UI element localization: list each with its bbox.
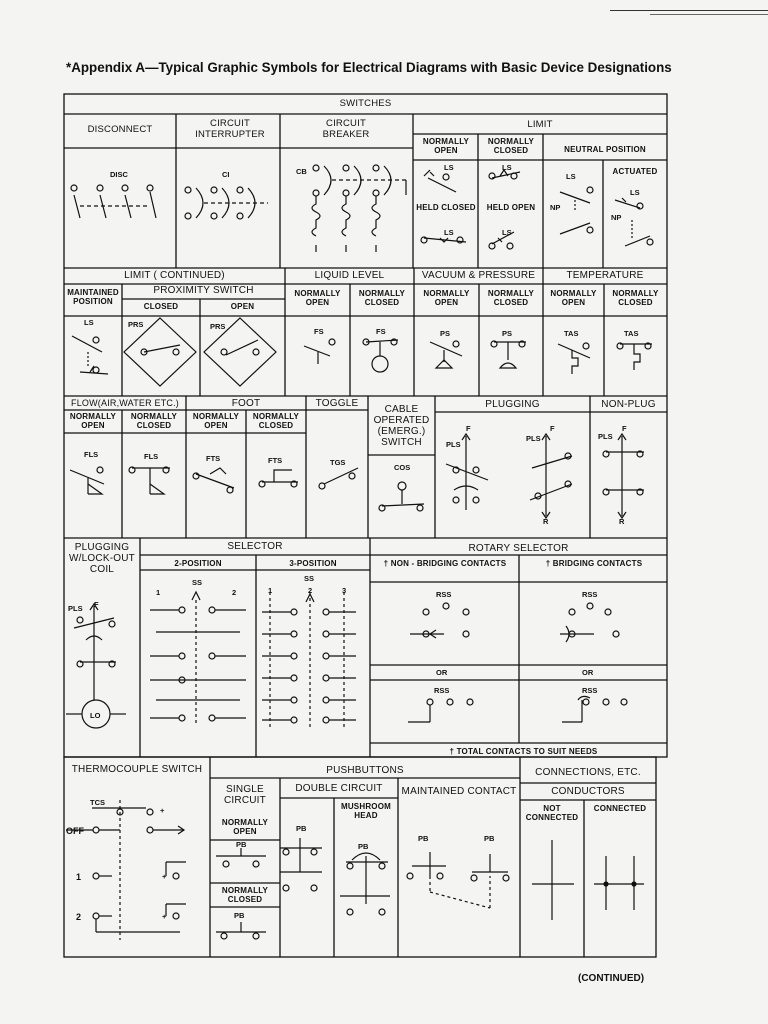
rotary-non-bridging-or-symbol (408, 699, 473, 722)
rotary-bridging-or-symbol (562, 696, 627, 722)
rss-tag: RSS (582, 686, 598, 695)
page-title: *Appendix A—Typical Graphic Symbols for Electrical Diagrams with Basic Device Designations (66, 60, 672, 75)
ls-tag: LS (444, 228, 454, 237)
plugging-lockout-symbol (66, 604, 126, 728)
ss-tag: SS (304, 574, 315, 583)
foot-nc-header: NORMALLY CLOSED (252, 412, 300, 430)
fts-tag: FTS (268, 456, 283, 465)
limit-held-closed-symbol (421, 237, 466, 243)
pressure-nc-header: NORMALLY CLOSED (487, 289, 535, 307)
flow-no-symbol (70, 467, 104, 494)
proximity-open-header: OPEN (230, 302, 255, 311)
non-plug-symbol (603, 434, 644, 518)
pushbuttons-header: PUSHBUTTONS (326, 765, 404, 776)
cable-operated-symbol (379, 482, 424, 511)
temp-nc-header: NORMALLY CLOSED (612, 289, 659, 307)
fls-tag: FLS (84, 450, 99, 459)
position-2-tag: 2 (308, 586, 313, 595)
toggle-header: TOGGLE (315, 398, 359, 409)
limit-nc-header: NORMALLY CLOSED (487, 137, 535, 155)
f-tag: F (466, 424, 471, 433)
limit-header: LIMIT (527, 119, 553, 130)
plus-tag: + (162, 912, 167, 921)
circuit-interrupter-symbol (185, 187, 268, 219)
disconnect-header: DISCONNECT (87, 124, 153, 135)
ls-tag: LS (84, 318, 94, 327)
total-contacts-note: † TOTAL CONTACTS TO SUIT NEEDS (449, 747, 598, 756)
rotary-bridging-symbol (560, 603, 619, 642)
selector-2-position-symbol (150, 592, 246, 725)
thermocouple-switch-symbol (66, 800, 186, 940)
connected-header: CONNECTED (593, 804, 647, 813)
pls-tag: PLS (598, 432, 613, 441)
ls-tag: LS (502, 228, 512, 237)
non-plug-header: NON-PLUG (601, 399, 656, 410)
pb-tag: PB (484, 834, 495, 843)
switches-header: SWITCHES (339, 98, 392, 109)
maintained-position-symbol (72, 336, 108, 374)
np-tag: NP (611, 213, 622, 222)
cb-tag: CB (296, 167, 307, 176)
limit-neutral-symbol (560, 187, 593, 234)
not-connected-header: NOT CONNECTED (525, 804, 579, 822)
pb-maintained-symbol (407, 852, 509, 908)
cos-tag: COS (394, 463, 411, 472)
np-tag: NP (550, 203, 561, 212)
flow-no-header: NORMALLY OPEN (69, 412, 117, 430)
plus-tag: + (162, 872, 167, 881)
pls-tag: PLS (446, 440, 461, 449)
ls-tag: LS (444, 163, 454, 172)
pb-tag: PB (234, 911, 245, 920)
plugging-lockout-header: PLUGGING W/LOCK-OUT COIL (69, 542, 135, 575)
vacuum-pressure-header: VACUUM & PRESSURE (421, 270, 536, 281)
ss-tag: SS (192, 578, 203, 587)
lo-tag: LO (90, 711, 101, 720)
rotary-non-bridging-symbol (410, 603, 469, 638)
pb-no-header: NORMALLY OPEN (221, 818, 269, 836)
fls-tag: FLS (144, 452, 159, 461)
foot-no-symbol (193, 468, 234, 493)
fs-tag: FS (376, 327, 386, 336)
pb-single-no-symbol (216, 848, 266, 867)
cable-operated-header: CABLE OPERATED (EMERG.) SWITCH (373, 404, 430, 448)
position-1-tag: 1 (156, 588, 161, 597)
bridging-header: † BRIDGING CONTACTS (545, 559, 643, 568)
pls-tag: PLS (68, 604, 83, 613)
prs-tag: PRS (128, 320, 144, 329)
position-2-tag: 2 (232, 588, 237, 597)
conductor-connected-symbol (594, 856, 644, 910)
conductors-header: CONDUCTORS (551, 786, 625, 797)
thermocouple-header: THERMOCOUPLE SWITCH (71, 764, 203, 775)
position-1-tag: 1 (268, 586, 273, 595)
rss-tag: RSS (434, 686, 450, 695)
liquid-nc-header: NORMALLY CLOSED (358, 289, 406, 307)
maintained-position-header: MAINTAINED POSITION (67, 288, 119, 306)
tas-tag: TAS (624, 329, 639, 338)
r-tag: R (543, 517, 549, 526)
pb-nc-header: NORMALLY CLOSED (221, 886, 269, 904)
fts-tag: FTS (206, 454, 221, 463)
tas-tag: TAS (564, 329, 579, 338)
flow-nc-header: NORMALLY CLOSED (130, 412, 178, 430)
f-tag: F (94, 600, 99, 609)
temperature-no-symbol (558, 343, 590, 374)
limit-no-header: NORMALLY OPEN (422, 137, 470, 155)
pressure-no-header: NORMALLY OPEN (423, 289, 470, 307)
ci-tag: CI (222, 170, 230, 179)
liquid-level-nc-symbol (363, 339, 398, 372)
plugging-header: PLUGGING (485, 399, 540, 410)
circuit-breaker-symbol (312, 165, 406, 252)
or-label: OR (582, 668, 594, 677)
circuit-interrupter-header: CIRCUIT INTERRUPTER (195, 118, 265, 140)
rss-tag: RSS (582, 590, 598, 599)
liquid-level-no-symbol (304, 339, 335, 364)
double-circuit-header: DOUBLE CIRCUIT (295, 783, 383, 794)
single-circuit-header: SINGLE CIRCUIT (224, 784, 266, 806)
prs-tag: PRS (210, 322, 226, 331)
pb-single-nc-symbol (216, 922, 266, 939)
continued-label: (CONTINUED) (578, 973, 645, 984)
temp-no-header: NORMALLY OPEN (550, 289, 597, 307)
ps-tag: PS (440, 329, 451, 338)
conductor-not-connected-symbol (532, 840, 574, 920)
ls-tag: LS (630, 188, 640, 197)
pb-double-symbol (280, 838, 322, 891)
toggle-symbol (319, 468, 358, 489)
foot-no-header: NORMALLY OPEN (192, 412, 240, 430)
disc-tag: DISC (110, 170, 128, 179)
selector-header: SELECTOR (227, 541, 283, 552)
disconnect-symbol (71, 185, 156, 218)
limit-continued-header: LIMIT ( CONTINUED) (124, 270, 225, 281)
f-tag: F (622, 424, 627, 433)
off-tag: OFF (66, 826, 84, 836)
pb-mushroom-symbol (340, 853, 390, 915)
pressure-no-symbol (430, 341, 462, 368)
limit-actuated-symbol (615, 198, 653, 246)
pb-tag: PB (236, 840, 247, 849)
position-1-tag: 1 (76, 872, 82, 882)
maintained-contact-header: MAINTAINED CONTACT (401, 786, 517, 797)
tgs-tag: TGS (330, 458, 346, 467)
proximity-switch-header: PROXIMITY SWITCH (153, 285, 254, 296)
pressure-nc-symbol (491, 341, 526, 368)
rss-tag: RSS (436, 590, 452, 599)
pls-tag: PLS (526, 434, 541, 443)
connections-header: CONNECTIONS, ETC. (535, 767, 641, 778)
proximity-closed-header: CLOSED (143, 302, 179, 311)
flow-header: FLOW(AIR,WATER ETC.) (71, 398, 179, 408)
two-position-header: 2-POSITION (174, 559, 222, 568)
ls-tag: LS (502, 163, 512, 172)
selector-3-position-symbol (262, 592, 356, 730)
actuated-header: ACTUATED (612, 167, 658, 176)
foot-nc-symbol (259, 470, 298, 487)
liquid-level-header: LIQUID LEVEL (314, 270, 385, 281)
foot-header: FOOT (231, 398, 261, 409)
temperature-nc-symbol (617, 343, 652, 370)
held-open-label: HELD OPEN (486, 203, 536, 212)
pb-tag: PB (418, 834, 429, 843)
position-3-tag: 3 (342, 586, 347, 595)
circuit-breaker-header: CIRCUIT BREAKER (322, 118, 370, 140)
tcs-tag: TCS (90, 798, 105, 807)
held-closed-label: HELD CLOSED (416, 203, 476, 212)
flow-nc-symbol (129, 467, 170, 494)
temperature-header: TEMPERATURE (566, 270, 644, 281)
pb-tag: PB (296, 824, 307, 833)
fs-tag: FS (314, 327, 324, 336)
or-label: OR (436, 668, 448, 677)
plus-tag: + (160, 806, 165, 815)
position-2-tag: 2 (76, 912, 82, 922)
three-position-header: 3-POSITION (289, 559, 337, 568)
f-tag: F (550, 424, 555, 433)
r-tag: R (619, 517, 625, 526)
ls-tag: LS (566, 172, 576, 181)
mushroom-head-header: MUSHROOM HEAD (340, 802, 392, 820)
neutral-position-header: NEUTRAL POSITION (564, 145, 646, 154)
rotary-selector-header: ROTARY SELECTOR (468, 543, 569, 554)
limit-normally-open-symbol (424, 170, 456, 192)
liquid-no-header: NORMALLY OPEN (294, 289, 341, 307)
pb-tag: PB (358, 842, 369, 851)
plugging-alt-symbol (530, 434, 572, 518)
non-bridging-header: † NON - BRIDGING CONTACTS (383, 559, 507, 568)
ps-tag: PS (502, 329, 513, 338)
